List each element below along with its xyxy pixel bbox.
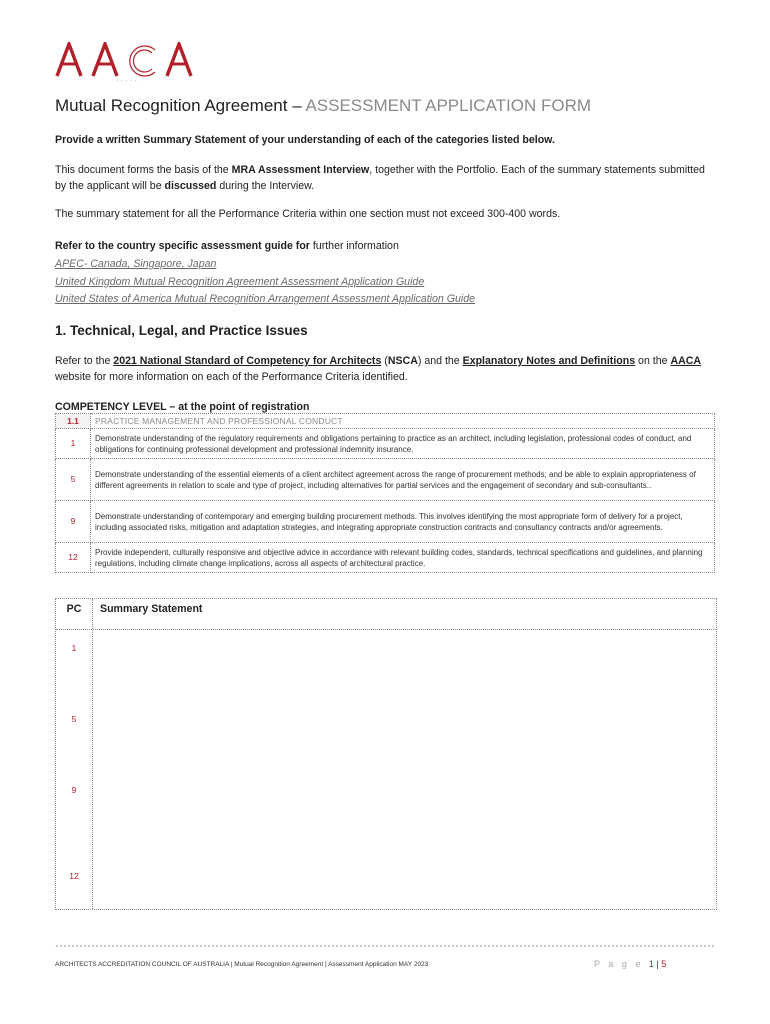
guide-link-usa[interactable] [55,292,717,308]
pc-number: 12 [56,543,91,573]
column-divider [92,599,93,909]
intro-paragraph [55,163,717,194]
page-separator: | [653,959,662,969]
page-title [55,96,591,116]
competency-caption: COMPETENCY LEVEL – at the point of registration [55,401,310,413]
title-main: Mutual Recognition Agreement – [55,96,306,115]
section-heading: 1. Technical, Legal, and Practice Issues [55,323,308,338]
link-text[interactable]: APEC- Canada, Singapore, Japan [55,258,217,270]
summary-pc-label: 9 [71,785,77,795]
summary-pc-label: 1 [71,643,77,653]
link-text[interactable]: United Kingdom Mutual Recognition Agreement Assessment Application Guide [55,276,425,288]
refer-bold: Refer to the country specific assessment guide for [55,240,310,252]
pc-description: Provide independent, culturally responsive and objective advice in accordance with relevant building codes, standards, technical specifications and guidelines, and planning regulations, including climate change implications, across all aspects of architectural practice. [91,543,715,573]
table-row [56,501,715,543]
pc-number: 9 [56,501,91,543]
table-row [56,429,715,459]
intro-discussed: discussed [164,179,217,192]
nsca-abbrev: NSCA [387,355,418,367]
page-total: 5 [661,959,667,969]
section-refer-paragraph [55,354,717,385]
refer-guide-line [55,239,717,255]
summary-statement-table [55,598,717,910]
competency-table [55,413,715,573]
refer-text: ) and the [417,355,463,367]
word-limit-paragraph: The summary statement for all the Performance Criteria within one section must not exceed 300-400 words. [55,208,561,220]
summary-pc-label: 12 [69,871,79,881]
pc-description: Demonstrate understanding of contemporary and emerging building procurement methods. This involves identifying the most appropriate form of delivery for a project, including associated risks, mitigation and adaptation strategies, and integrating appropriate construction contracts and consultancy contracts and/or agreements. [91,501,715,543]
page-current: 1 [648,959,654,969]
table-row [56,459,715,501]
intro-text: , together with the Portfolio. Each of the summary statements submitted by the applicant will be [55,164,705,192]
pc-description: Demonstrate understanding of the essential elements of a client architect agreement across the range of procurement methods; and be able to explain appropriateness of different agreements in relation to scale and type of project, including alternatives for partial services and the engagement of secondary and sub-consultants.. [91,459,715,501]
competency-header-row [56,414,715,429]
pc-column-header: PC [66,603,82,615]
page-label: P a g e [594,959,649,969]
intro-bold-line: Provide a written Summary Statement of your understanding of each of the categories listed below. [55,134,555,146]
page-number [594,959,666,969]
summary-column-header: Summary Statement [100,603,203,615]
guide-link-uk[interactable] [55,275,717,291]
table-row [56,543,715,573]
title-sub: ASSESSMENT APPLICATION FORM [305,96,592,115]
pc-number: 1 [56,429,91,459]
aaca-link[interactable]: AACA [670,355,702,367]
nsca-link[interactable]: 2021 National Standard of Competency for Architects [113,355,382,367]
summary-pc-label: 5 [71,714,77,724]
link-text[interactable]: United States of America Mutual Recognition Arrangement Assessment Application Guide [55,293,476,305]
section-number: 1.1 [56,414,91,429]
pc-description: Demonstrate understanding of the regulatory requirements and obligations pertaining to practice as an architect, including legislation, professional codes of conduct, and obligations for continuing professional development and professional indemnity insurance. [91,429,715,459]
intro-text: This document forms the basis of the [55,164,232,176]
pc-number: 5 [56,459,91,501]
section-category: PRACTICE MANAGEMENT AND PROFESSIONAL CONDUCT [91,414,715,429]
refer-text: ( [381,355,388,367]
refer-rest: further information [309,240,399,252]
logo-subtitle: ····· [116,78,140,84]
intro-mra-interview: MRA Assessment Interview [231,164,370,176]
guide-link-apec[interactable] [55,257,717,273]
header-divider [56,629,716,630]
footer-divider [55,944,715,948]
refer-text: Refer to the [55,355,114,367]
refer-text: on the [635,355,671,367]
refer-text: website for more information on each of the Performance Criteria identified. [55,370,408,383]
explanatory-notes-link[interactable]: Explanatory Notes and Definitions [462,355,636,367]
footer-text: ARCHITECTS ACCREDITATION COUNCIL OF AUSTRALIA | Mutual Recognition Agreement | Assessment Application MAY 2023 [55,961,429,968]
intro-text: during the Interview. [216,179,315,192]
